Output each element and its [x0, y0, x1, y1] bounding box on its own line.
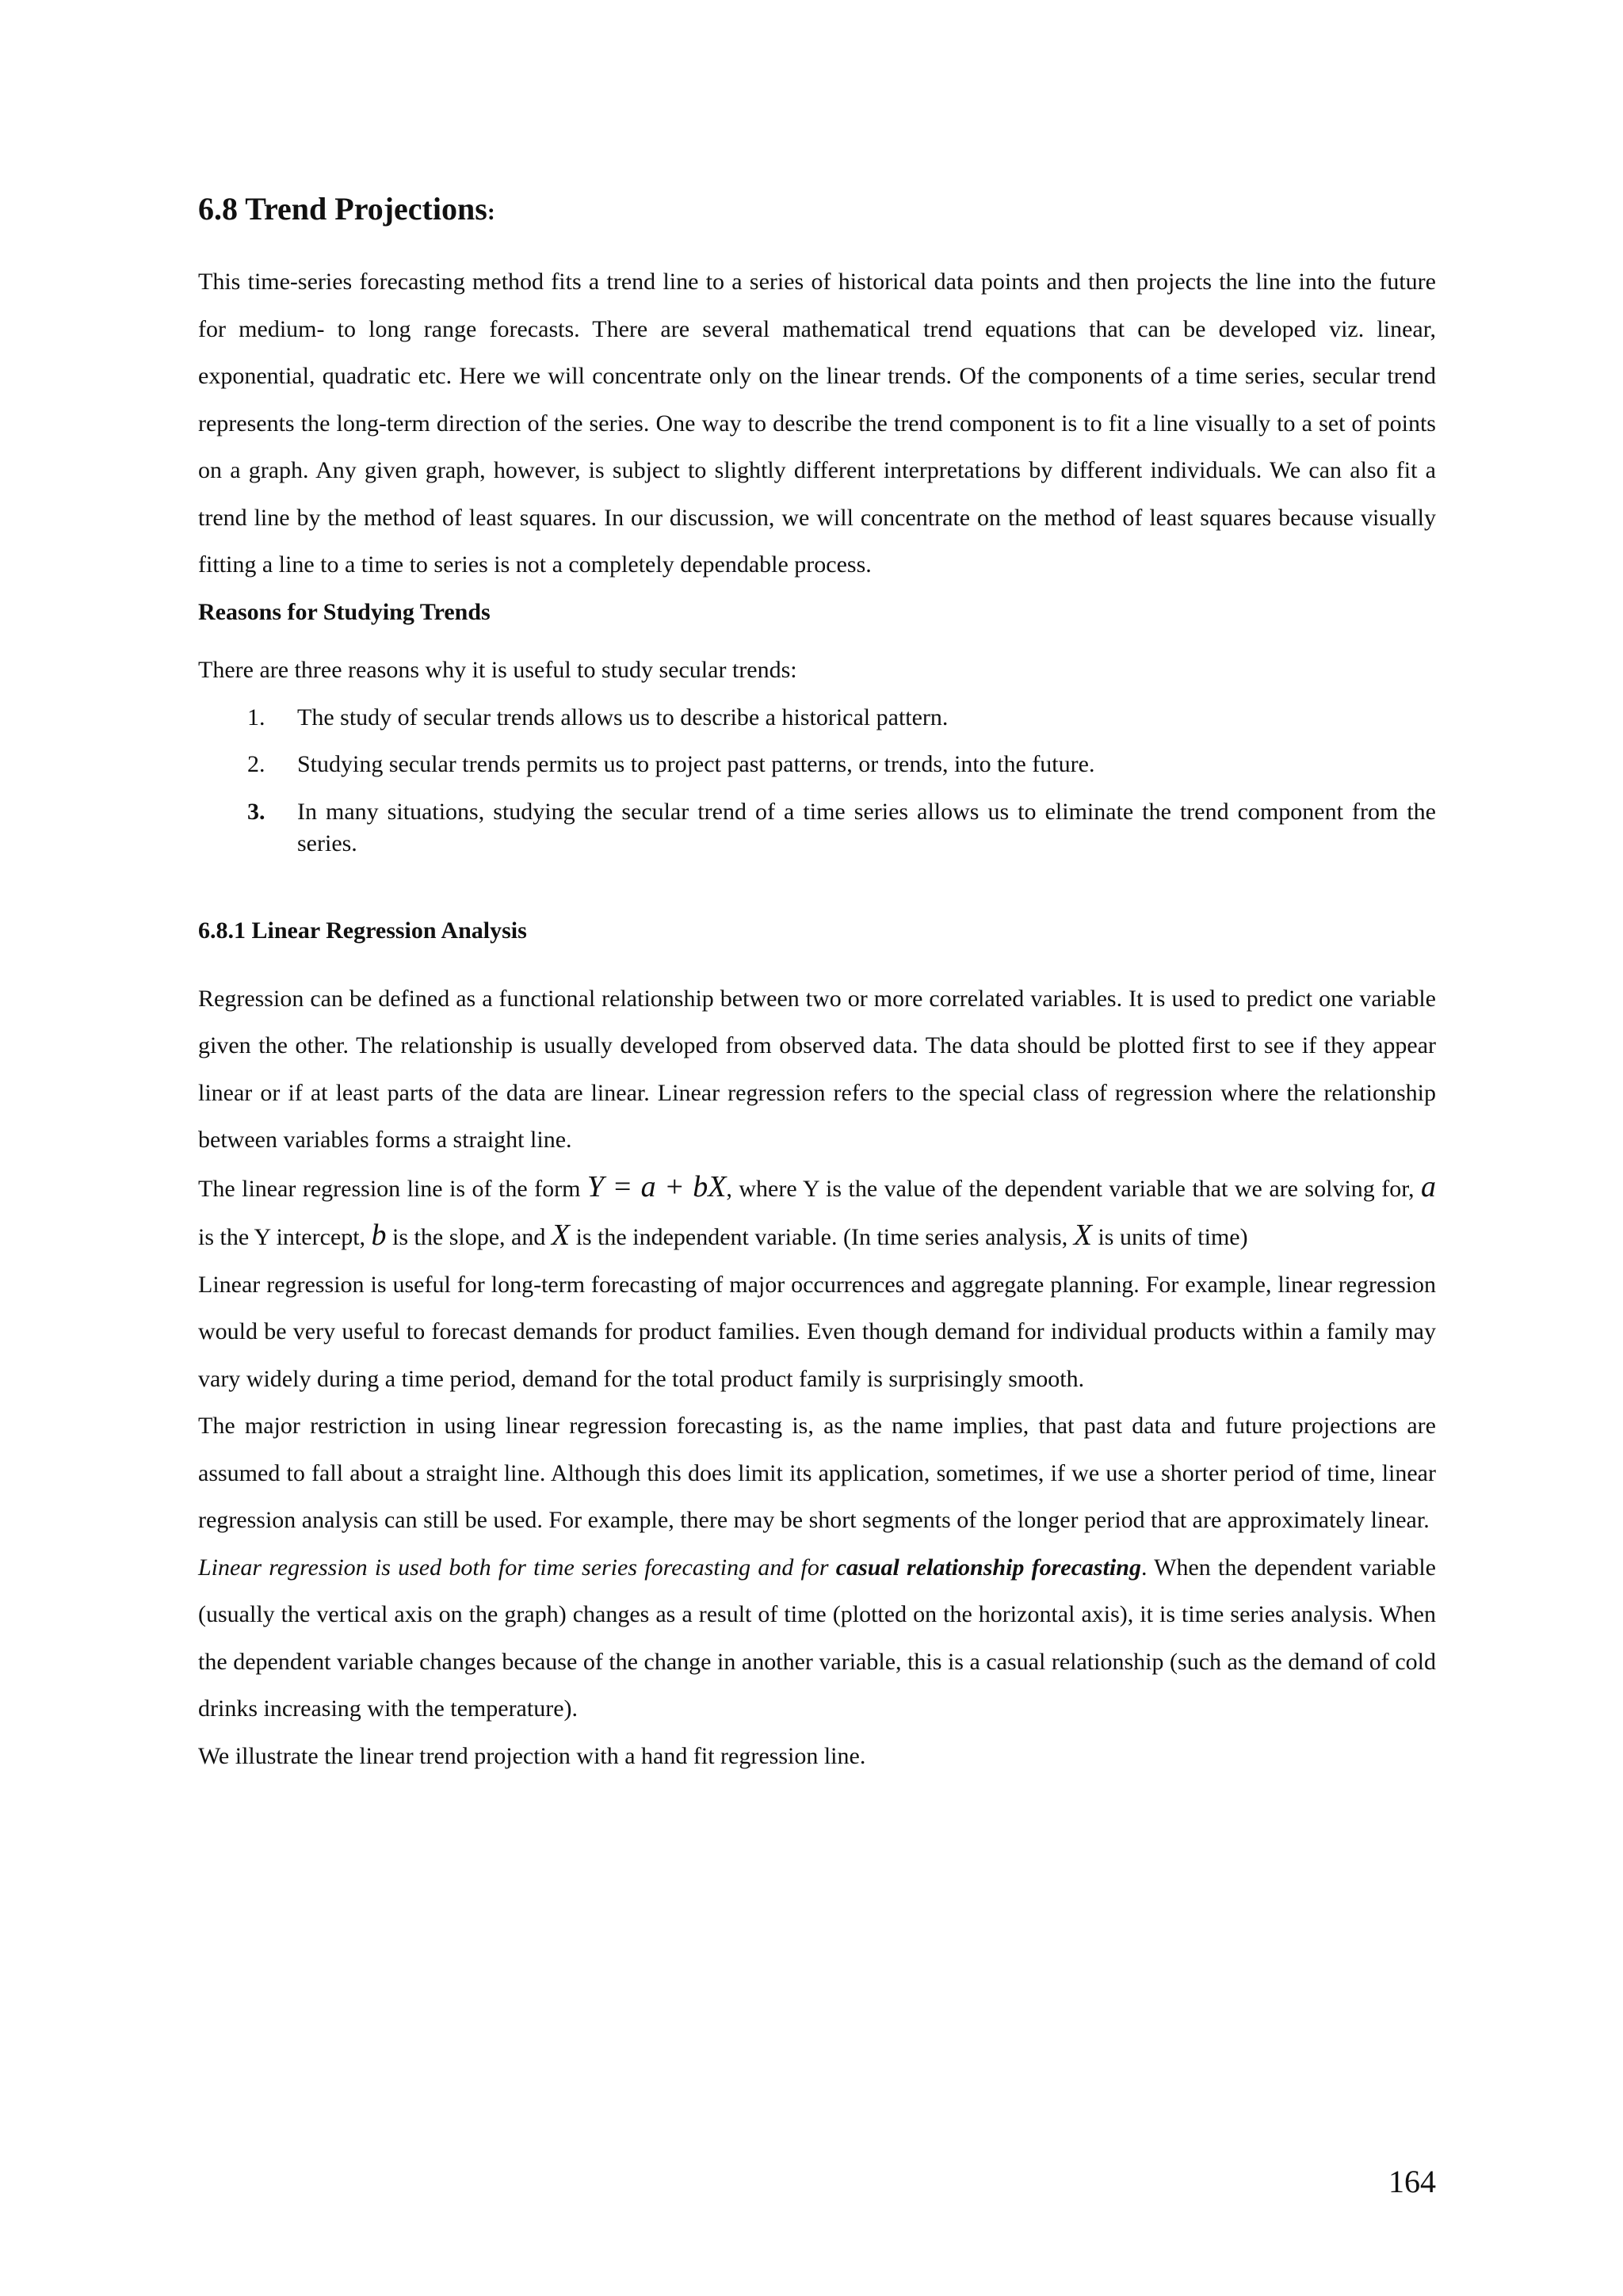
list-item-number: 1. — [247, 704, 265, 730]
regression-equation: Y = a + bX — [586, 1169, 727, 1203]
list-item — [198, 694, 1436, 742]
list-item — [198, 741, 1436, 788]
reasons-lead: There are three reasons why it is useful to study secular trends: — [198, 657, 797, 683]
reasons-heading: Reasons for Studying Trends — [198, 598, 491, 625]
list-item-text: In many situations, studying the secular trend of a time series allows us to eliminate the trend component from the series. — [297, 798, 1436, 856]
intro-paragraph: This time-series forecasting method fits a trend line to a series of historical data points and then projects the line into the future for medium- to long range forecasts. There are several mathematical trend equations that can be developed viz. linear, exponential, quadratic etc. Here we will concentrate only on the linear trends. Of the components of a time series, secular trend represents the long-term direction of the series. One way to describe the trend component is to fit a line visually to a set of points on a graph. Any given graph, however, is subject to slightly different interpretations by different individuals. We can also fit a trend line by the method of least squares. In our discussion, we will concentrate on the method of least squares because visually fitting a line to a time to series is not a completely dependable process. — [198, 269, 1436, 578]
page-number: 164 — [1388, 2164, 1436, 2199]
list-item — [198, 788, 1436, 860]
var-b: b — [371, 1219, 387, 1252]
var-x: X — [1073, 1219, 1092, 1252]
var-x: X — [551, 1219, 571, 1252]
page-content — [198, 190, 1436, 1779]
regression-types-paragraph: Linear regression is used both for time series forecasting and for casual relationship forecasting. When the dependent variable (usually the vertical axis on the graph) changes as a result of time (plotted on the horizontal axis), it is time series analysis. When the dependent variable changes because of the change in another variable, this is a casual relationship (such as the demand of cold drinks increasing with the temperature). — [198, 1554, 1436, 1722]
reasons-list — [198, 694, 1436, 860]
emphasis-term: casual relationship forecasting — [835, 1554, 1141, 1581]
list-item-number: 3. — [247, 798, 265, 825]
section-title-colon: : — [487, 199, 495, 225]
var-a: a — [1420, 1169, 1436, 1203]
list-item-number: 2. — [247, 751, 265, 777]
regression-restriction-paragraph: The major restriction in using linear regression forecasting is, as the name implies, that past data and future projections are assumed to fall about a straight line. Although this does limit its application, sometimes, if we use a shorter period of time, linear regression analysis can still be used. For example, there may be short segments of the longer period that are approximately linear. — [198, 1413, 1436, 1533]
subsection-title: 6.8.1 Linear Regression Analysis — [198, 917, 527, 944]
regression-definition-paragraph: Regression can be defined as a functional relationship between two or more correlated variables. It is used to predict one variable given the other. The relationship is usually developed from observed data. The data should be plotted first to see if they appear linear or if at least parts of the data are linear. Linear regression refers to the special class of regression where the relationship between variables forms a straight line. — [198, 985, 1436, 1153]
illustration-paragraph: We illustrate the linear trend projection with a hand fit regression line. — [198, 1742, 866, 1769]
section-title: 6.8 Trend Projections: — [198, 191, 495, 227]
regression-usefulness-paragraph: Linear regression is useful for long-term forecasting of major occurrences and aggregate planning. For example, linear regression would be very useful to forecast demands for product families. Even though demand for individual products within a family may vary widely during a time period, demand for the total product family is surprisingly smooth. — [198, 1271, 1436, 1392]
regression-form-paragraph: The linear regression line is of the form Y = a + bX, where Y is the value of the dependent variable that we are solving for, a is the Y intercept, b is the slope, and X is the independent variable. (In time series analysis, X is units of time) — [198, 1169, 1436, 1252]
list-item-text: The study of secular trends allows us to describe a historical pattern. — [297, 704, 949, 730]
list-item-text: Studying secular trends permits us to project past patterns, or trends, into the future. — [297, 751, 1095, 777]
